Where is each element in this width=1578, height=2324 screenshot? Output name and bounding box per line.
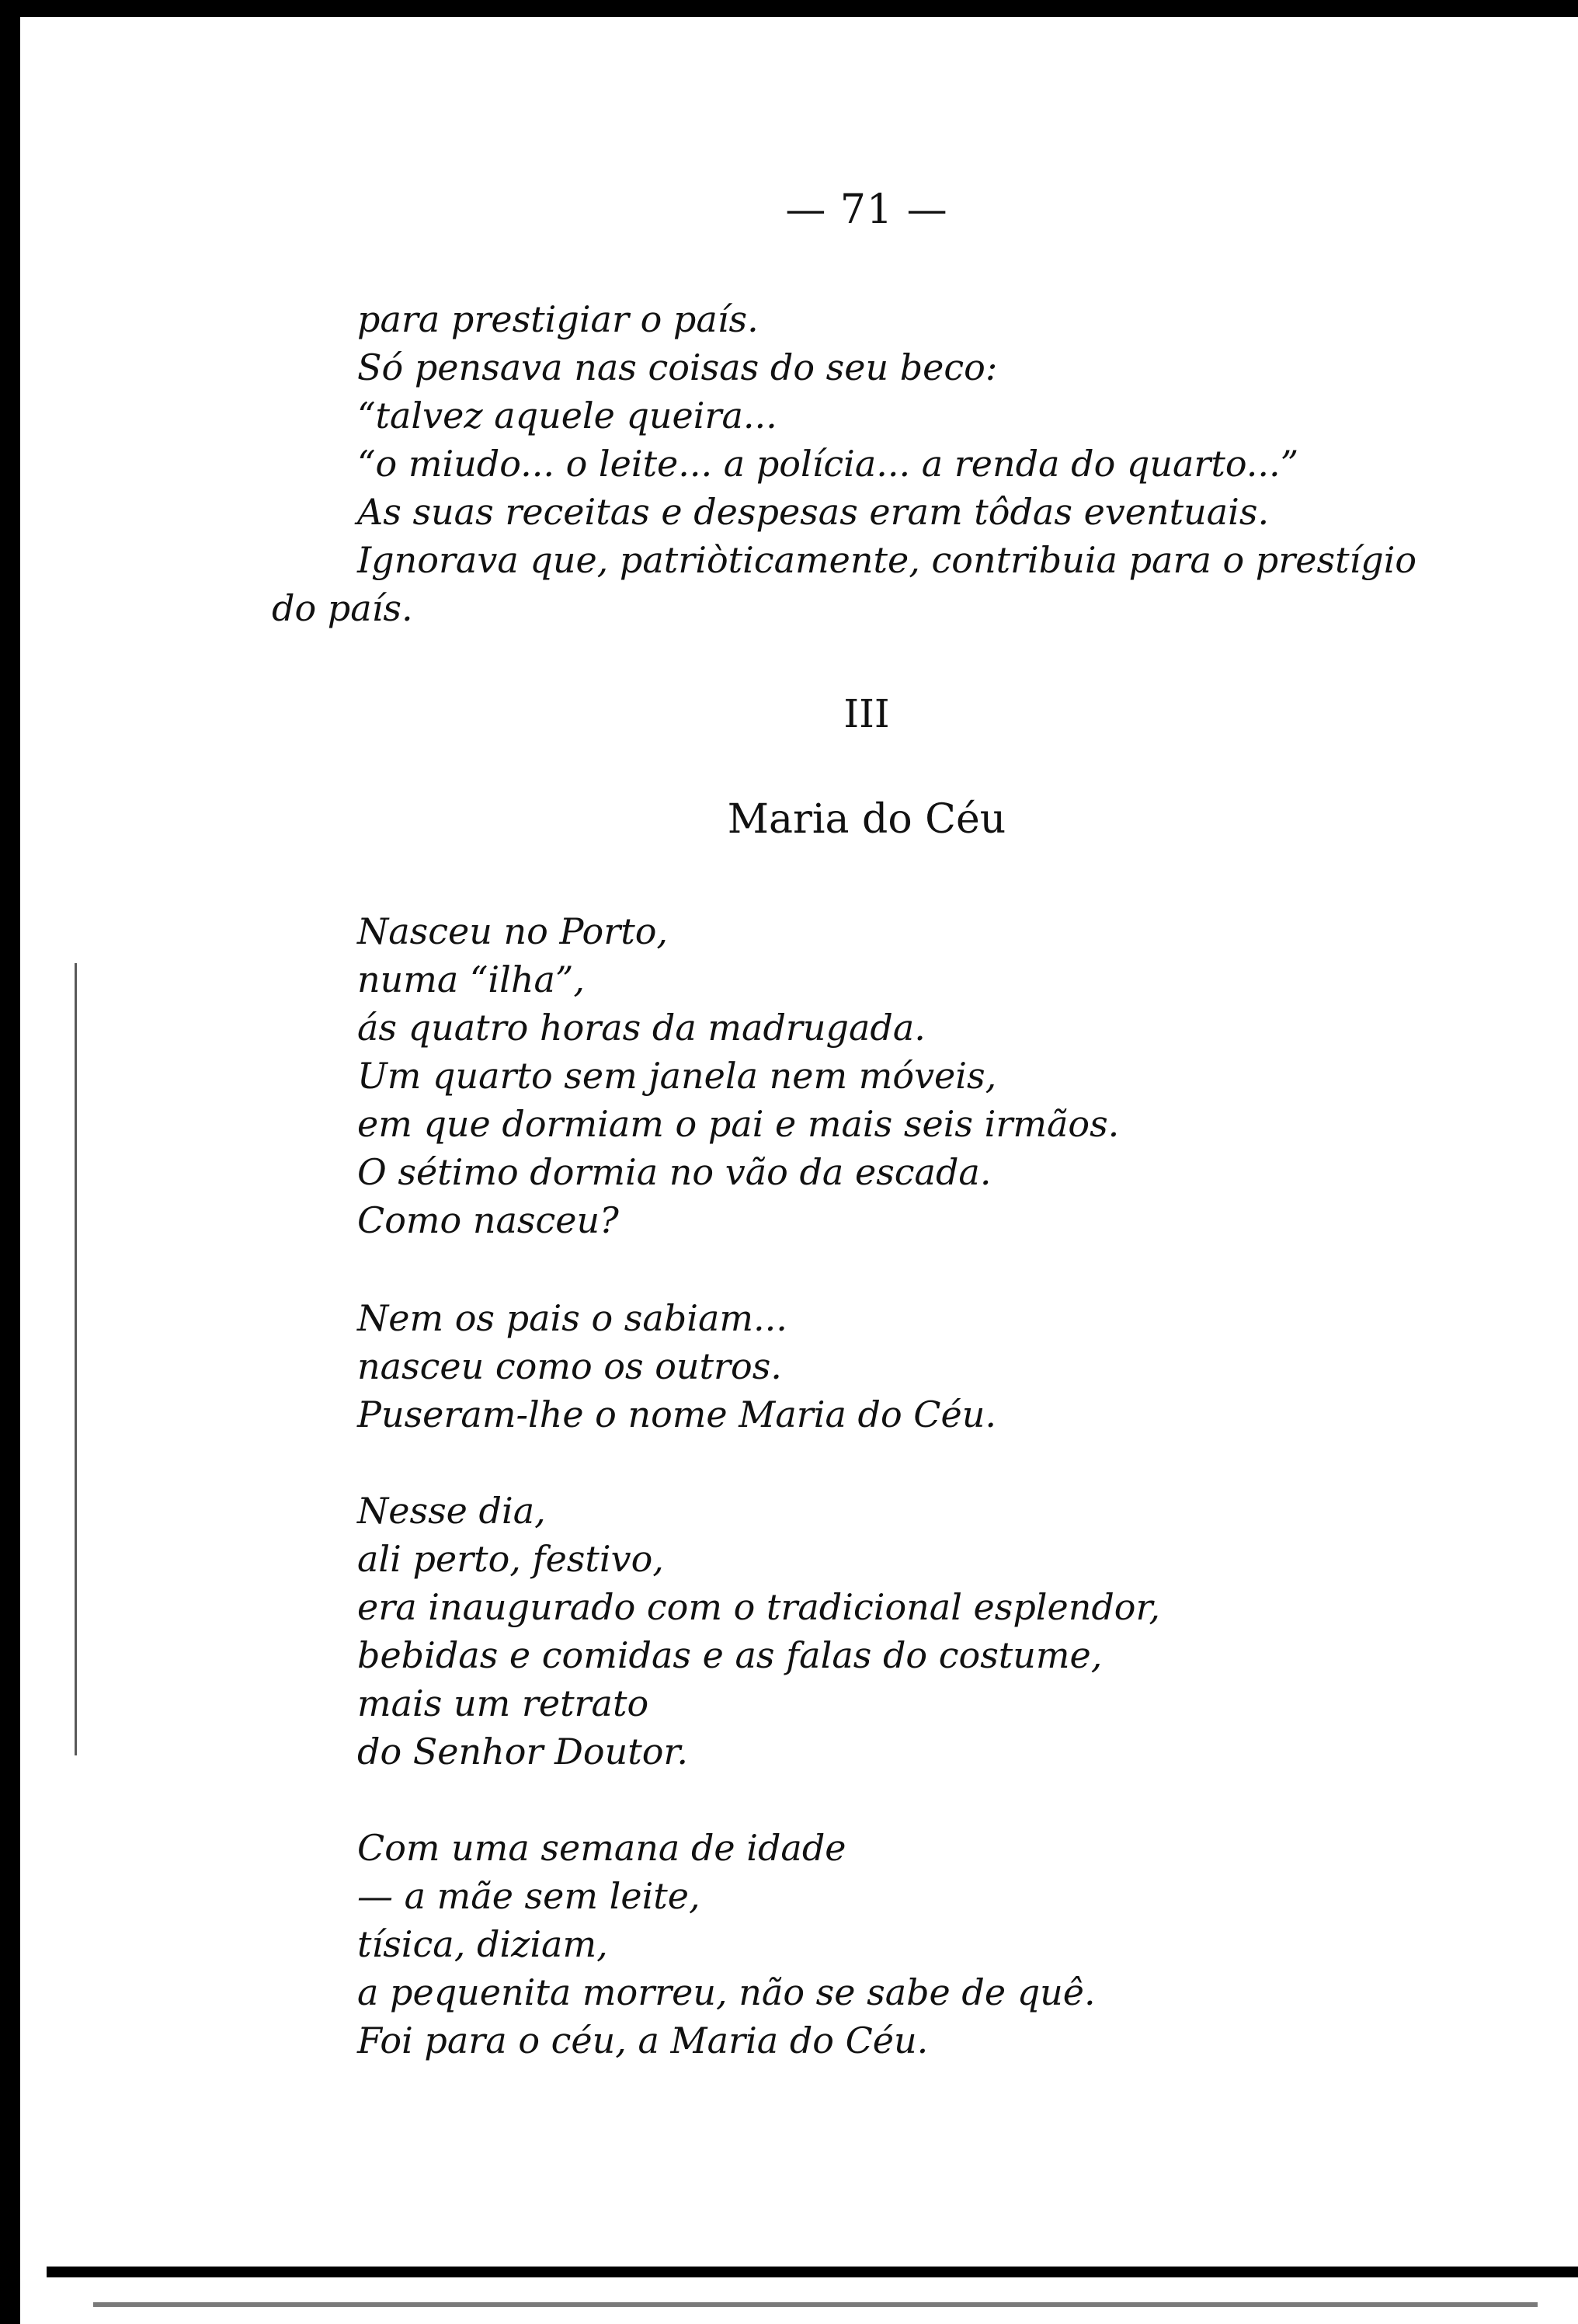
section-number: III	[843, 691, 890, 736]
scan-border-bottom	[47, 2267, 1578, 2277]
opening-stanza	[272, 295, 1491, 632]
poem-line: do Senhor Doutor.	[357, 1731, 688, 1773]
poem-line: mais um retrato	[357, 1682, 649, 1724]
poem-line: a pequenita morreu, não se sabe de quê.	[357, 1971, 1096, 2013]
scan-border-top	[0, 0, 1578, 17]
poem-line: Ignorava que, patriòticamente, contribuia para o prestígio	[357, 539, 1417, 581]
poem-line: para prestigiar o país.	[357, 298, 759, 340]
poem-line: Nasceu no Porto,	[357, 910, 669, 952]
stanza-1	[357, 907, 1491, 1244]
poem-line: nasceu como os outros.	[357, 1345, 782, 1387]
poem-line: numa “ilha”,	[357, 958, 586, 1000]
poem-line: ali perto, festivo,	[357, 1538, 664, 1580]
poem-line: do país.	[272, 587, 413, 629]
poem-line: Nesse dia,	[357, 1490, 546, 1532]
poem-line: O sétimo dormia no vão da escada.	[357, 1151, 992, 1193]
stanza-2	[357, 1294, 1491, 1439]
poem-line: “talvez aquele queira...	[357, 395, 777, 437]
poem-line: As suas receitas e despesas eram tôdas eventuais.	[357, 491, 1270, 533]
poem-line: Um quarto sem janela nem móveis,	[357, 1055, 997, 1097]
poem-line: — a mãe sem leite,	[357, 1875, 700, 1917]
poem-line: ás quatro horas da madrugada.	[357, 1007, 926, 1049]
stanza-3	[357, 1487, 1491, 1776]
poem-line: “o miudo... o leite... a polícia... a renda do quarto...”	[357, 443, 1299, 485]
scan-border-left	[0, 0, 20, 2324]
poem-line: Só pensava nas coisas do seu beco:	[357, 346, 998, 388]
poem-line: Nem os pais o sabiam...	[357, 1297, 787, 1339]
page-number: — 71 —	[785, 186, 948, 233]
poem-line: Puseram-lhe o nome Maria do Céu.	[357, 1393, 996, 1435]
poem-line: em que dormiam o pai e mais seis irmãos.	[357, 1103, 1120, 1145]
poem-line: Com uma semana de idade	[357, 1827, 846, 1869]
poem-line: tísica, diziam,	[357, 1923, 608, 1965]
poem-line: Como nasceu?	[357, 1199, 619, 1241]
poem-line: Foi para o céu, a Maria do Céu.	[357, 2020, 929, 2061]
scan-border-bottom-shadow	[93, 2302, 1538, 2307]
stanza-4	[357, 1824, 1491, 2065]
section-title: Maria do Céu	[727, 796, 1006, 843]
scan-margin-artifact	[75, 963, 77, 1755]
poem-line: bebidas e comidas e as falas do costume,	[357, 1634, 1103, 1676]
poem-line: era inaugurado com o tradicional esplendor,	[357, 1586, 1161, 1628]
